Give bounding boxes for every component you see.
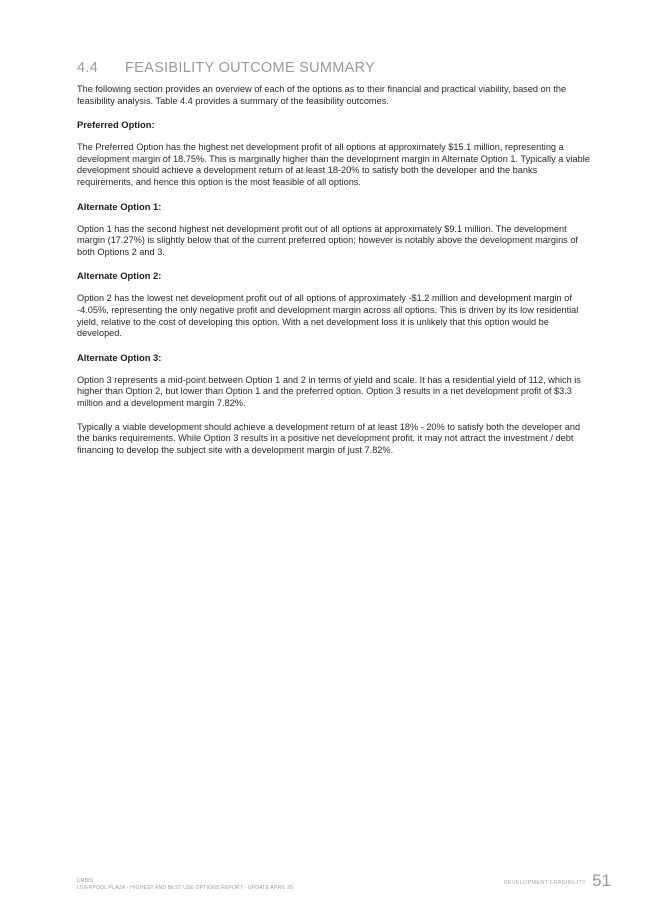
preferred-option-heading: Preferred Option: xyxy=(77,119,155,131)
alternate-option-3-paragraph-2: Typically a viable development should achieve a development return of at least 18% - 20% to satisfy both the developer and the banks requirements. While Option 3 results in a positive net development profit, it may not attract the investment / debt financing to develop the subject site with a development margin of just 7.82%. xyxy=(77,421,581,455)
page-number: 51 xyxy=(592,871,611,890)
alternate-option-3-paragraph: Option 3 represents a mid-point between Option 1 and 2 in terms of yield and scale. It has a residential yield of 112, which is higher than Option 2, but lower than Option 1 and the preferred option. Option 3 results in a net development profit of $3.3 million and a development margin 7.82%. xyxy=(77,374,581,408)
footer-section-name: DEVELOPMENT FEASIBILITY xyxy=(503,880,587,886)
footer-company: URBIS xyxy=(77,878,94,884)
intro-paragraph: The following section provides an overview of each of the options as to their financial and practical viability, based on the feasibility analysis. Table 4.4 provides a summary of the feasibility outcomes. xyxy=(77,84,567,106)
alternate-option-3-heading: Alternate Option 3: xyxy=(77,351,162,363)
section-heading xyxy=(77,60,591,76)
section-title: FEASIBILITY OUTCOME SUMMARY xyxy=(125,60,376,76)
section-number: 4.4 xyxy=(77,60,99,76)
alternate-option-2-paragraph: Option 2 has the lowest net development profit out of all options of approximately -$1.2 million and development margin of -4.05%, representing the only negative profit and development margin across all options. This is driven by its low residential yield, relative to the cost of developing this option. With a net development loss it is unlikely that this option would be developed. xyxy=(77,293,579,339)
footer-report-title: LIVERPOOL PLAZA - HIGHEST AND BEST USE OPTIONS REPORT - UPDATE APRIL 25 xyxy=(77,884,294,891)
alternate-option-2-heading: Alternate Option 2: xyxy=(77,270,162,282)
footer-right xyxy=(503,872,611,889)
page-content xyxy=(77,60,591,468)
preferred-option-paragraph: The Preferred Option has the highest net development profit of all options at approximately $15.1 million, representing a development margin of 18.75%. This is marginally higher than the development margin in Alternate Option 1. Typically a viable development should achieve a development return of at least 18-20% to satisfy both the developer and the banks requirements, and hence this option is the most feasible of all options. xyxy=(77,142,590,187)
page-footer xyxy=(77,878,293,891)
alternate-option-1-paragraph: Option 1 has the second highest net development profit out of all options at approximately $9.1 million. The development margin (17.27%) is slightly below that of the current preferred option; however is notably above the development margins of both Options 2 and 3. xyxy=(77,223,578,257)
alternate-option-1-heading: Alternate Option 1: xyxy=(77,200,162,212)
